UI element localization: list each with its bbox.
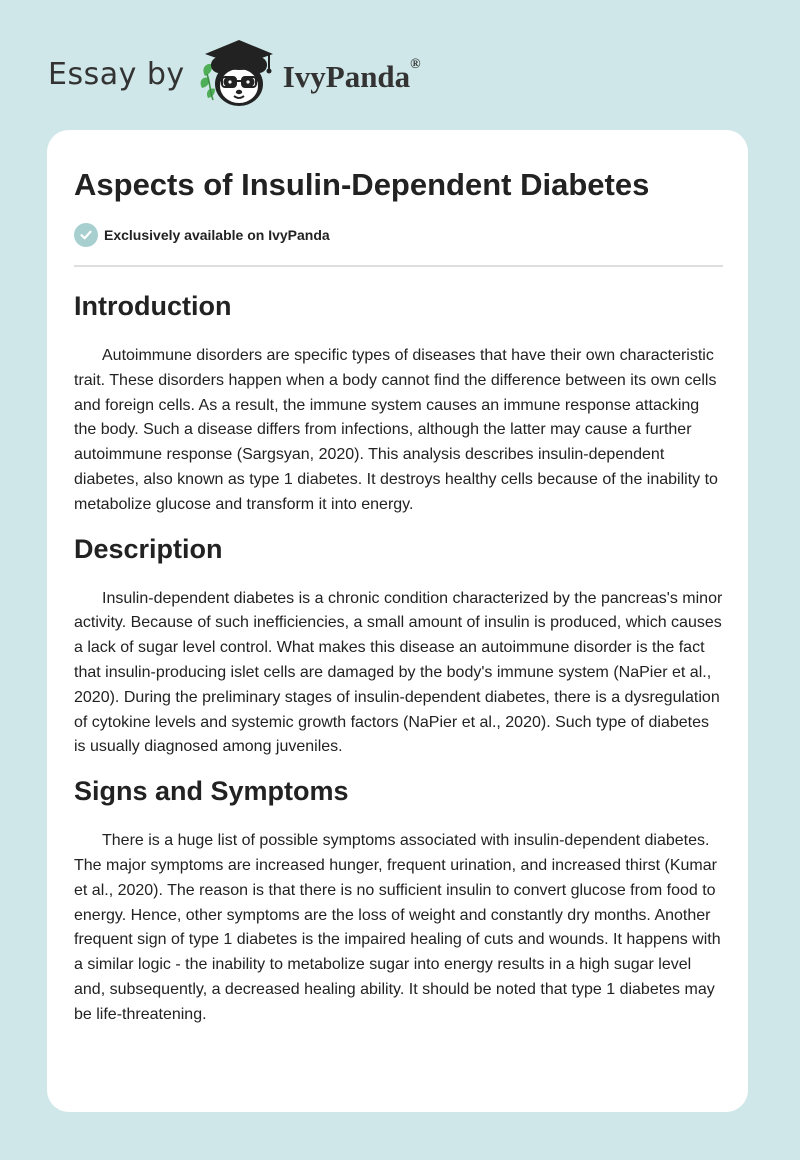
section-paragraph-description: Insulin-dependent diabetes is a chronic condition characterized by the pancreas's minor activity. Because of such inefficiencies, a small amount of insulin is produced, which causes a lack of sugar level control. What makes this disease an autoimmune disorder is the fact that insulin-producing islet cells are damaged by the body's immune system (NaPier et al., 2020). During the preliminary stages of insulin-dependent diabetes, there is a dysregulation of cytokine levels and systemic growth factors (NaPier et al., 2020). Such type of diabetes is usually diagnosed among juveniles. [74, 589, 723, 756]
panda-graduation-cap-icon[interactable] [199, 36, 277, 112]
section-heading-signs-and-symptoms: Signs and Symptoms [74, 776, 349, 807]
section-heading-introduction: Introduction [74, 291, 232, 321]
section-paragraph-introduction: Autoimmune disorders are specific types of diseases that have their own characteristic trait. These disorders happen when a body cannot find the difference between its own cells and foreign cells. As a result, the immune system causes an immune response attacking the body. Such a disease differs from infections, although the latter may cause a further autoimmune response (Sargsyan, 2020). This analysis describes insulin-dependent diabetes, also known as type 1 diabetes. It destroys healthy cells because of the inability to metabolize glucose and transform it into energy. [74, 347, 718, 513]
brand-logo-text[interactable]: IvyPanda® [282, 57, 421, 94]
article-card [47, 130, 748, 1112]
section-heading-description: Description [74, 533, 223, 564]
exclusive-badge-label: Exclusively available on IvyPanda [104, 227, 330, 243]
title-divider [74, 265, 723, 267]
essay-by-label: Essay by [48, 56, 185, 92]
registered-mark: ® [410, 57, 421, 72]
site-header [48, 34, 421, 114]
check-circle-icon [74, 223, 98, 247]
page-title: Aspects of Insulin-Dependent Diabetes [74, 167, 650, 202]
section-paragraph-signs-and-symptoms: There is a huge list of possible symptoms associated with insulin-dependent diabetes. The major symptoms are increased hunger, frequent urination, and increased thirst (Kumar et al., 2020). The reason is that there is no sufficient insulin to convert glucose from food to energy. Hence, other symptoms are the loss of weight and constantly dry months. Another frequent sign of type 1 diabetes is the impaired healing of cuts and wounds. It happens with a similar logic - the inability to metabolize sugar into energy results in a high sugar level and, subsequently, a decreased healing ability. It should be noted that type 1 diabetes may be life-threatening. [74, 832, 721, 1023]
exclusive-badge [74, 222, 722, 248]
